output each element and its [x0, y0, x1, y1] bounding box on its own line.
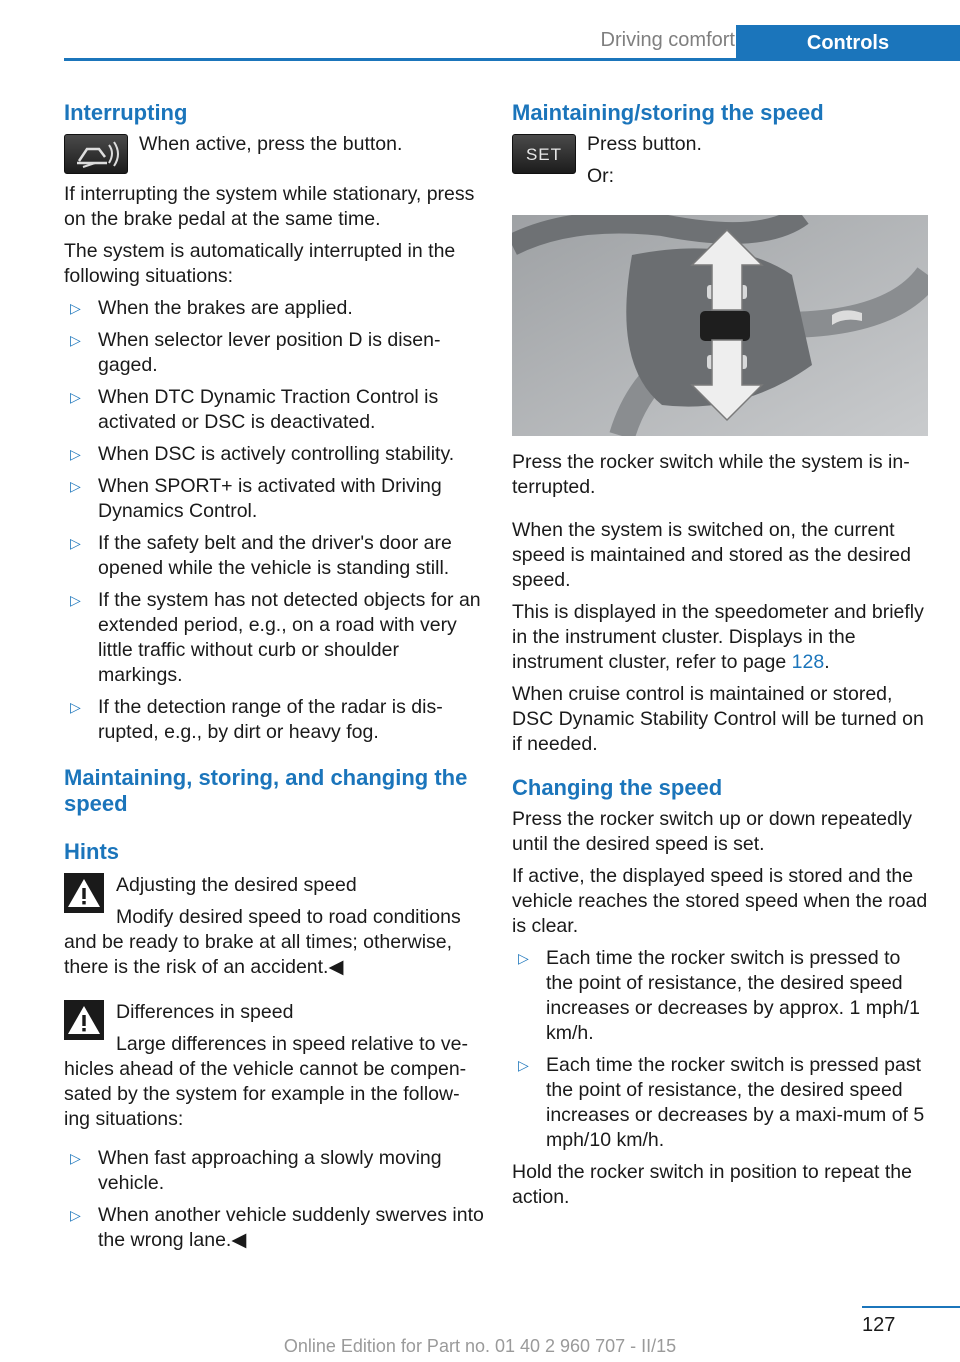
triangle-bullet-icon: ▷ [70, 592, 81, 608]
displayed-text: This is displayed in the speedometer and briefly in the instrument cluster. Displays in the instrument cluster, refer to page 128. [512, 601, 924, 673]
changing-heading: Changing the speed [512, 775, 723, 800]
list-item: ▷ When fast approaching a slowly moving vehicle. [70, 1147, 442, 1194]
header-rule [64, 58, 960, 61]
list-item: ▷ When DSC is actively controlling stability. [70, 443, 455, 465]
triangle-bullet-icon: ▷ [70, 1150, 81, 1166]
list-item: ▷ Each time the rocker switch is pressed past the point of resistance, the desired speed increases or decreases by a maxi‐mum of 5 mph/10 km/h. [518, 1054, 925, 1151]
changing-speed-list [512, 946, 930, 1153]
changing-text-2: If active, the displayed speed is stored and the vehicle reaches the stored speed when the road is clear. [512, 865, 928, 937]
section-tab[interactable]: Driving comfort [600, 29, 735, 51]
triangle-bullet-icon: ▷ [70, 389, 81, 405]
warning-triangle-icon [64, 873, 104, 913]
page-header [64, 25, 960, 61]
page-number-rule [862, 1306, 960, 1308]
warning-speed-differences [64, 1000, 484, 1132]
switched-on-text: When the system is switched on, the current speed is maintained and stored as the desired speed. [512, 519, 911, 591]
list-item: ▷ When DTC Dynamic Traction Control is activated or DSC is deactivated. [70, 386, 439, 433]
interrupt-situations-list [64, 296, 484, 745]
page-reference-link[interactable]: 128 [791, 651, 825, 673]
warning-triangle-icon [64, 1000, 104, 1040]
or-text: Or: [587, 165, 615, 187]
maintaining-heading: Maintaining, storing, and changing the speed [64, 765, 468, 816]
storing-heading: Maintaining/storing the speed [512, 100, 824, 125]
triangle-bullet-icon: ▷ [70, 535, 81, 551]
list-item: ▷ When another vehicle suddenly swerves into the wrong lane.◀ [70, 1204, 484, 1251]
list-item: ▷ If the system has not detected objects for an extended period, e.g., on a road with very little traffic without curb or shoulder markings. [70, 589, 481, 686]
warning-body: Modify desired speed to road conditions and be ready to brake at all times; otherwise, there is the risk of an accident.◀ [64, 906, 461, 978]
triangle-bullet-icon: ▷ [70, 446, 81, 462]
list-item: ▷ When selector lever position D is disen‐gaged. [70, 329, 441, 376]
warning-title: Differences in speed [116, 1001, 294, 1023]
interrupt-button-row [64, 132, 484, 176]
list-item: ▷ If the safety belt and the driver's door are opened while the vehicle is standing still. [70, 532, 452, 579]
triangle-bullet-icon: ▷ [518, 950, 529, 966]
left-column [64, 100, 484, 1260]
interrupting-heading: Interrupting [64, 100, 188, 125]
list-item: ▷ If the detection range of the radar is dis‐rupted, e.g., by dirt or heavy fog. [70, 696, 443, 743]
right-column [512, 100, 930, 1217]
triangle-bullet-icon: ▷ [70, 332, 81, 348]
speed-differences-list [64, 1146, 484, 1253]
interrupt-auto-text: The system is automatically interrupted in the following situations: [64, 240, 456, 287]
triangle-bullet-icon: ▷ [70, 1207, 81, 1223]
warning-title: Adjusting the desired speed [116, 874, 357, 896]
interrupt-stationary-text: If interrupting the system while stationary, press on the brake pedal at the same time. [64, 183, 475, 230]
radar-interrupt-button-icon [64, 134, 128, 174]
chapter-tab[interactable]: Controls [736, 25, 960, 61]
interrupt-button-text: When active, press the button. [139, 133, 403, 155]
triangle-bullet-icon: ▷ [70, 478, 81, 494]
steering-wheel-rocker-image [512, 215, 928, 436]
warning-body: Large differences in speed relative to ve‐hicles ahead of the vehicle cannot be compen‐sated by the system for example in the follow‐ing situations: [64, 1033, 468, 1130]
press-button-text: Press button. [587, 133, 702, 155]
set-button-row [512, 132, 930, 189]
warning-adjusting-speed [64, 873, 484, 980]
edition-footer: Online Edition for Part no. 01 40 2 960 707 - II/15 [283, 1336, 677, 1356]
triangle-bullet-icon: ▷ [70, 300, 81, 316]
triangle-bullet-icon: ▷ [70, 699, 81, 715]
list-item: ▷ When SPORT+ is activated with Driving Dynamics Control. [70, 475, 442, 522]
triangle-bullet-icon: ▷ [518, 1057, 529, 1073]
hold-rocker-text: Hold the rocker switch in position to repeat the action. [512, 1161, 912, 1208]
cruise-control-text: When cruise control is maintained or stored, DSC Dynamic Stability Control will be turned on if needed. [512, 683, 924, 755]
list-item: ▷ When the brakes are applied. [70, 297, 353, 319]
page-number: 127 [862, 1314, 896, 1336]
rocker-interrupted-text: Press the rocker switch while the system is in‐terrupted. [512, 451, 910, 498]
list-item: ▷ Each time the rocker switch is pressed to the point of resistance, the desired speed increases or decreases by approx. 1 mph/1 km/h. [518, 947, 920, 1044]
hints-heading: Hints [64, 839, 119, 864]
changing-text-1: Press the rocker switch up or down repeatedly until the desired speed is set. [512, 808, 912, 855]
set-button-icon: SET [512, 134, 576, 174]
